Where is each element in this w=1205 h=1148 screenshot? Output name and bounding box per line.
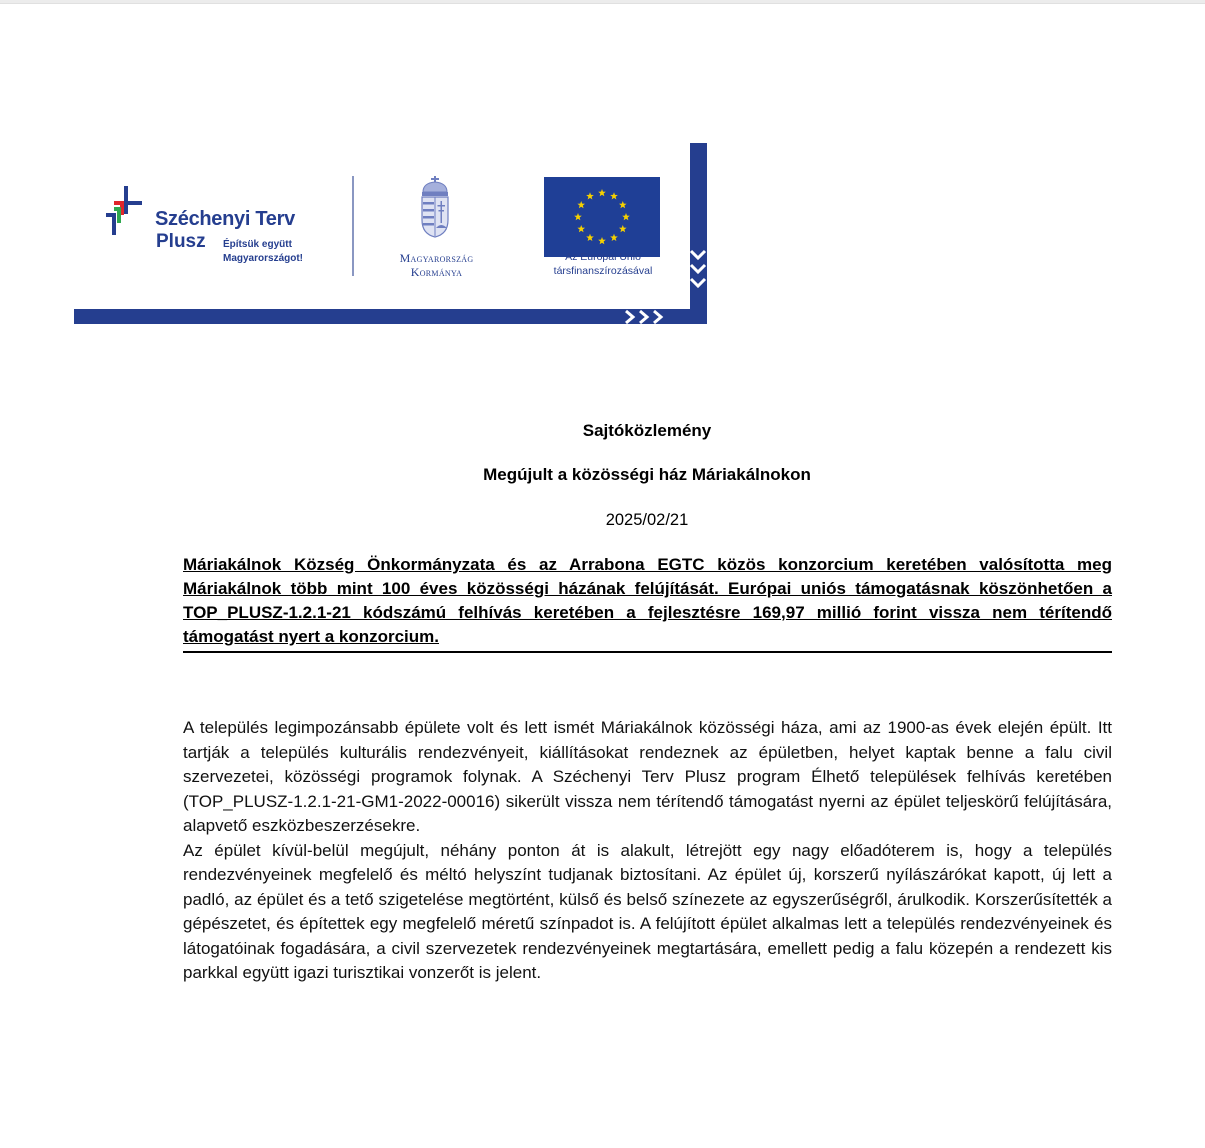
- eu-stars-icon: [544, 177, 660, 257]
- press-release-label: Sajtóközlemény: [582, 421, 712, 440]
- eu-star-icon: [610, 234, 618, 241]
- body-text: [183, 716, 1112, 986]
- body-paragraph-2: Az épület kívül-belül megújult, néhány ponton át is alakult, létrejött egy nagy előadóterem is, hogy a település rendezvényeinek megfelelő és méltó helyszínt tudjanak biztosítani. Az épület új, korszerű nyílászárókat kapott, új lett a padló, az épület és a tető szigetelése megtörtént, külső és belső színezete az egyszerűségről, árulkodik. Korszerűsítették a gépészetet, és építettek egy megfelelő méretű színpadot is. A felújított épület alkalmas lett a település rendezvényeinek és látogatóinak fogadására, a civil szervezetek rendezvényeinek megtartására, emellett pedig a falu közepén a rendezett kis parkkal együtt igazi turisztikai vonzerőt is jelent.: [183, 840, 1112, 982]
- slogan-line-1: Építsük együtt: [223, 239, 292, 250]
- szechenyi-terv-title: Széchenyi Terv: [155, 208, 295, 230]
- eu-flag: [544, 177, 660, 257]
- gov-line-2: [379, 265, 494, 279]
- szechenyi-plusz-label: Plusz: [156, 231, 206, 252]
- eu-star-icon: [610, 192, 618, 199]
- gov-line-1: [379, 251, 494, 265]
- eu-line-1: Az Európai Unió: [565, 251, 641, 263]
- eu-star-icon: [574, 213, 582, 220]
- gov-line-2-text: Kormánya: [410, 265, 463, 279]
- eu-star-icon: [619, 225, 627, 232]
- eu-star-icon: [619, 201, 627, 208]
- eu-star-icon: [586, 234, 594, 241]
- gov-line-1-text: Magyarország: [399, 251, 474, 265]
- eu-star-icon: [577, 201, 585, 208]
- headline: Megújult a közösségi ház Máriakálnokon: [483, 465, 811, 484]
- eu-star-icon: [622, 213, 630, 220]
- viewer-top-edge: [0, 0, 1205, 4]
- government-label: [379, 251, 494, 279]
- banner-divider: [352, 176, 354, 276]
- szechenyi-slogan: [223, 238, 303, 266]
- body-paragraph-1: A település legimpozánsabb épülete volt és lett ismét Máriakálnok közösségi háza, ami az 1900-as évek elején épült. Itt tartják a település kulturális rendezvényeit, kiállításokat rendeznek az épületben, helyet kaptak benne a falu civil szervezetei, közösségi programok folynak. A Széchenyi Terv Plusz program Élhető települések felhívás keretében (TOP_PLUSZ-1.2.1-21-GM1-2022-00016) sikerült vissza nem térítendő támogatást nyerni az épület teljeskörű felújítására, alapvető eszközbeszerzésekre.: [183, 718, 1112, 835]
- funding-banner: [74, 143, 710, 325]
- eu-star-icon: [586, 192, 594, 199]
- release-date: 2025/02/21: [605, 511, 689, 529]
- eu-cofinancing-label: [520, 250, 686, 278]
- slogan-line-2: Magyarországot!: [223, 253, 304, 264]
- eu-star-icon: [577, 225, 585, 232]
- hungarian-coat-of-arms-icon: [419, 176, 451, 238]
- eu-line-2: társfinanszírozásával: [553, 265, 653, 277]
- lead-text: Máriakálnok Község Önkormányzata és az Arrabona EGTC közös konzorcium keretében valósította meg Máriakálnok több mint 100 éves közösségi házának felújítását. Európai uniós támogatásnak köszönhetően a TOP_PLUSZ-1.2.1-21 kódszámú felhívás keretében a fejlesztésre 169,97 millió forint vissza nem térítendő támogatást nyert a konzorcium.: [183, 555, 1112, 646]
- lead-paragraph: [183, 553, 1112, 653]
- eu-star-icon: [598, 189, 606, 196]
- eu-star-icon: [598, 237, 606, 244]
